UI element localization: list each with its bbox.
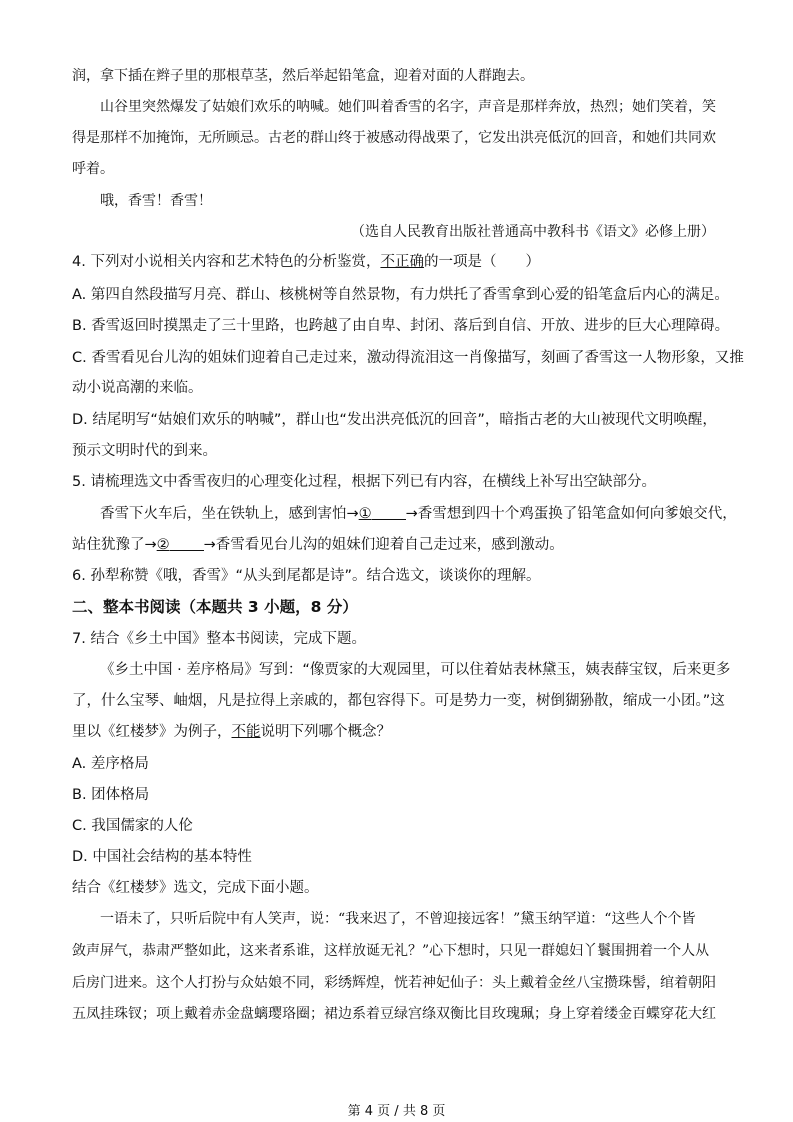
question-6-stem: 6. 孙犁称赞《哦，香雪》“从头到尾都是诗”。结合选文，谈谈你的理解。 [72,568,541,584]
hongloumeng-line: 一语未了，只听后院中有人笑声，说：“我来迟了，不曾迎接远客！”黛玉纳罕道：“这些人个个皆 [100,911,696,927]
answer-blank-1[interactable] [372,505,406,520]
option-d-cont: 预示文明时代的到来。 [72,443,217,459]
option-c: C. 香雪看见台儿沟的姐妹们迎着自己走过来，激动得流泪这一肖像描写，刻画了香雪这一人物形象，又推 [72,350,744,366]
passage-line: 润，拿下插在辫子里的那根草茎，然后举起铅笔盒，迎着对面的人群跑去。 [72,68,534,84]
page-number: 第 4 页 / 共 8 页 [347,1104,446,1119]
question-4-stem-end: 的一项是（ ） [423,254,540,270]
hongloumeng-line: 敛声屏气，恭肃严整如此，这来者系谁，这样放诞无礼？”心下想时，只见一群媳妇丫鬟围拥着一个人从 [72,943,710,959]
question-5-line-2 [72,535,564,555]
question-4-stem [72,252,540,272]
question-7-quote-end [72,722,391,742]
passage-line: 山谷里突然爆发了姑娘们欢乐的呐喊。她们叫着香雪的名字，声音是那样奔放，热烈；她们笑着，笑 [100,99,716,115]
passage-line: 呼着。 [72,161,114,177]
option-b: B. 香雪返回时摸黑走了三十里路，也跨越了由自卑、封闭、落后到自信、开放、进步的巨大心理障碍。 [72,318,730,334]
question-7-quote: 《乡土中国 · 差序格局》写到：“像贾家的大观园里，可以住着姑表林黛玉，姨表薛宝钗，后来更多 [100,662,731,678]
passage-line: 哦，香雪！香雪！ [100,193,212,209]
question-5-text: →香雪想到四十个鸡蛋换了铅笔盒如何向爹娘交代， [405,506,737,522]
question-5-line-1 [100,504,737,524]
question-8-stem: 结合《红楼梦》选文，完成下面小题。 [72,880,319,896]
passage-line: 得是那样不加掩饰，无所顾忌。古老的群山终于被感动得战栗了，它发出洪亮低沉的回音，和她们共同欢 [72,130,716,146]
section-2-title: 二、整本书阅读（本题共 3 小题，8 分） [72,598,358,616]
question-5-text: 香雪下火车后，坐在铁轨上，感到害怕→ [100,506,359,522]
option-c-cont: 动小说高潮的来临。 [72,380,203,396]
option-d: D. 中国社会结构的基本特性 [72,849,252,865]
option-b: B. 团体格局 [72,787,150,803]
option-c: C. 我国儒家的人伦 [72,818,193,834]
passage-source: （选自人民教育出版社普通高中教科书《语文》必修上册） [351,224,715,240]
question-7-text: 说明下列哪个概念？ [260,724,391,740]
option-d: D. 结尾明写“姑娘们欢乐的呐喊”，群山也“发出洪亮低沉的回音”，暗指古老的大山被现代文明唤醒， [72,412,717,428]
question-4-negation: 不正确 [380,254,424,270]
question-7-quote: 了，什么宝琴、岫烟，凡是拉得上亲戚的，都包容得下。可是势力一变，树倒猢狲散，缩成一小团。”这 [72,693,725,709]
answer-blank-2-label: ② [156,537,170,553]
option-a: A. 差序格局 [72,756,149,772]
question-7-text: 里以《红楼梦》为例子， [72,724,232,740]
question-5-stem: 5. 请梳理选文中香雪夜归的心理变化过程，根据下列已有内容，在横线上补写出空缺部分。 [72,474,656,490]
answer-blank-2[interactable] [170,536,204,551]
question-7-stem: 7. 结合《乡土中国》整本书阅读，完成下题。 [72,631,366,647]
question-5-text: →香雪看见台儿沟的姐妹们迎着自己走过来，感到激动。 [203,537,564,553]
question-7-negation: 不能 [231,724,261,740]
question-4-stem-text: 4. 下列对小说相关内容和艺术特色的分析鉴赏， [72,254,381,270]
option-a: A. 第四自然段描写月亮、群山、核桃树等自然景物，有力烘托了香雪拿到心爱的铅笔盒后内心的满足。 [72,287,729,303]
question-5-text: 站住犹豫了→ [72,537,157,553]
answer-blank-1-label: ① [358,506,372,522]
hongloumeng-line: 后房门进来。这个人打扮与众姑娘不同，彩绣辉煌，恍若神妃仙子：头上戴着金丝八宝攒珠髻，绾着朝阳 [72,975,716,991]
hongloumeng-line: 五凤挂珠钗；项上戴着赤金盘螭璎珞圈；裙边系着豆绿宫绦双衡比目玫瑰珮；身上穿着缕金百蝶穿花大红 [72,1006,716,1022]
